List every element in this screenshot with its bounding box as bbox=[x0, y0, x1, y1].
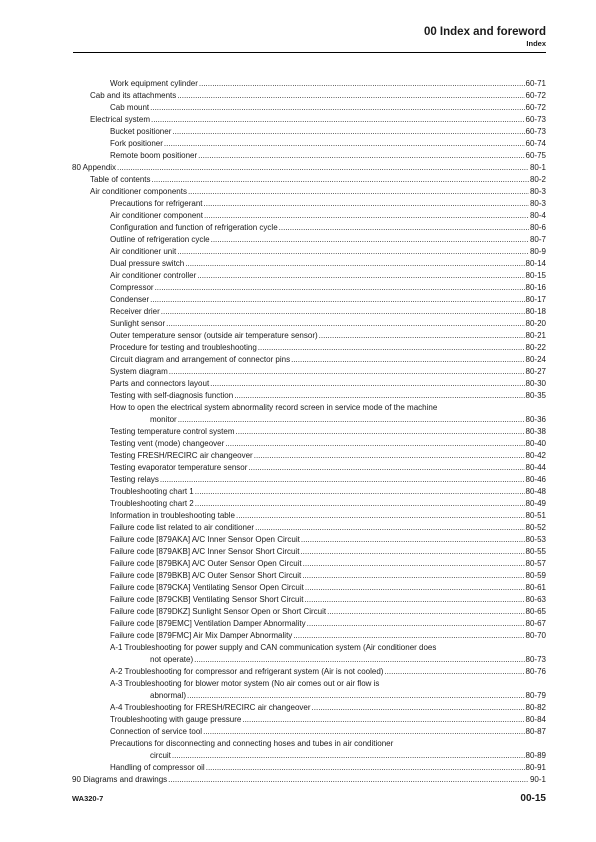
toc-entry[interactable] bbox=[72, 342, 546, 354]
toc-page-number: 80-91 bbox=[525, 763, 546, 772]
model-label: WA320-7 bbox=[72, 794, 104, 803]
toc-entry-title: Failure code [879EMC] Ventilation Damper Abnormality bbox=[110, 619, 306, 628]
toc-entry[interactable] bbox=[72, 474, 546, 486]
toc-entry[interactable] bbox=[72, 138, 546, 150]
toc-entry-title: Air conditioner components bbox=[90, 187, 187, 196]
dot-leader bbox=[150, 294, 524, 306]
toc-page-number: 80-18 bbox=[525, 307, 546, 316]
dot-leader bbox=[117, 162, 529, 174]
toc-page-number: 80-59 bbox=[525, 571, 546, 580]
toc-entry-title: Failure code [879AKB] A/C Inner Sensor Short Circuit bbox=[110, 547, 300, 556]
toc-page-number: 80-61 bbox=[525, 583, 546, 592]
dot-leader bbox=[242, 714, 524, 726]
toc-entry[interactable] bbox=[72, 162, 546, 174]
toc-page-number: 80-20 bbox=[525, 319, 546, 328]
toc-entry-title: 90 Diagrams and drawings bbox=[72, 775, 168, 784]
toc-entry-title: Dual pressure switch bbox=[110, 259, 185, 268]
dot-leader bbox=[151, 174, 529, 186]
toc-entry-title: Fork positioner bbox=[110, 139, 163, 148]
toc-entry[interactable] bbox=[72, 534, 546, 546]
toc-entry[interactable] bbox=[72, 90, 546, 102]
header-divider bbox=[73, 52, 546, 53]
toc-page-number: 80-65 bbox=[525, 607, 546, 616]
dot-leader bbox=[225, 438, 524, 450]
dot-leader bbox=[172, 126, 524, 138]
dot-leader bbox=[197, 270, 524, 282]
toc-entry-title: Receiver drier bbox=[110, 307, 160, 316]
toc-page-number: 80-76 bbox=[525, 667, 546, 676]
toc-entry-title: Failure code [879CKB] Ventilating Sensor Short Circuit bbox=[110, 595, 304, 604]
toc-page-number: 80-9 bbox=[529, 247, 546, 256]
dot-leader bbox=[172, 750, 525, 762]
toc-page-number: 80-16 bbox=[525, 283, 546, 292]
toc-page-number: 90-1 bbox=[529, 775, 546, 784]
dot-leader bbox=[312, 702, 525, 714]
toc-page-number: 60-75 bbox=[525, 151, 546, 160]
dot-leader bbox=[185, 258, 524, 270]
toc-entry-title: A-2 Troubleshooting for compressor and refrigerant system (Air is not cooled) bbox=[110, 667, 384, 676]
dot-leader bbox=[304, 594, 524, 606]
toc-entry[interactable] bbox=[72, 354, 546, 366]
toc-page-number: 80-89 bbox=[525, 751, 546, 760]
toc-entry-title: A-4 Troubleshooting for FRESH/RECIRC air changeover bbox=[110, 703, 311, 712]
toc-entry[interactable] bbox=[72, 594, 546, 606]
dot-leader bbox=[302, 570, 524, 582]
toc-entry[interactable] bbox=[72, 522, 546, 534]
toc-entry[interactable] bbox=[72, 294, 546, 306]
toc-entry-title: Circuit diagram and arrangement of connector pins bbox=[110, 355, 291, 364]
dot-leader bbox=[168, 774, 529, 786]
dot-leader bbox=[305, 582, 525, 594]
dot-leader bbox=[211, 234, 529, 246]
dot-leader bbox=[303, 558, 525, 570]
toc-entry-title: Air conditioner unit bbox=[110, 247, 177, 256]
toc-page-number: 80-3 bbox=[529, 199, 546, 208]
toc-page-number: 80-4 bbox=[529, 211, 546, 220]
toc-entry-title: System diagram bbox=[110, 367, 168, 376]
toc-page-number: 80-79 bbox=[525, 691, 546, 700]
toc-page-number: 80-6 bbox=[529, 223, 546, 232]
toc-entry-title: Failure code [879CKA] Ventilating Sensor Open Circuit bbox=[110, 583, 304, 592]
toc-entry[interactable] bbox=[72, 558, 546, 570]
toc-entry-title: Failure code [879FMC] Air Mix Damper Abnormality bbox=[110, 631, 293, 640]
toc-page-number: 80-87 bbox=[525, 727, 546, 736]
toc-entry-title: Condenser bbox=[110, 295, 150, 304]
dot-leader bbox=[258, 342, 525, 354]
toc-entry-title-continued: not operate) bbox=[150, 655, 194, 664]
toc-entry-title: Failure code list related to air conditioner bbox=[110, 523, 255, 532]
toc-entry-title: Outline of refrigeration cycle bbox=[110, 235, 210, 244]
toc-entry[interactable] bbox=[72, 390, 546, 402]
toc-entry-title: Testing evaporator temperature sensor bbox=[110, 463, 248, 472]
toc-entry[interactable] bbox=[72, 270, 546, 282]
dot-leader bbox=[291, 354, 524, 366]
toc-page-number: 80-53 bbox=[525, 535, 546, 544]
toc-page-number: 80-48 bbox=[525, 487, 546, 496]
toc-entry[interactable] bbox=[72, 546, 546, 558]
toc-entry[interactable] bbox=[72, 714, 546, 726]
toc-entry[interactable] bbox=[72, 402, 546, 426]
chapter-title: 00 Index and foreword bbox=[423, 26, 546, 38]
toc-page-number: 80-22 bbox=[525, 343, 546, 352]
toc-entry[interactable] bbox=[72, 210, 546, 222]
toc-entry-title: Connection of service tool bbox=[110, 727, 203, 736]
toc-page-number: 80-63 bbox=[525, 595, 546, 604]
toc-entry-title: Sunlight sensor bbox=[110, 319, 166, 328]
toc-page-number: 80-40 bbox=[525, 439, 546, 448]
dot-leader bbox=[169, 366, 525, 378]
toc-entry-title: Air conditioner controller bbox=[110, 271, 197, 280]
toc-entry-title: Work equipment cylinder bbox=[110, 79, 198, 88]
dot-leader bbox=[204, 198, 529, 210]
dot-leader bbox=[236, 510, 525, 522]
toc-page-number: 80-3 bbox=[529, 187, 546, 196]
toc-entry-title: Troubleshooting chart 1 bbox=[110, 487, 194, 496]
toc-entry-title: Failure code [879BKB] A/C Outer Sensor Short Circuit bbox=[110, 571, 302, 580]
dot-leader bbox=[203, 726, 524, 738]
toc-entry[interactable] bbox=[72, 510, 546, 522]
toc-entry[interactable] bbox=[72, 450, 546, 462]
dot-leader bbox=[194, 654, 524, 666]
dot-leader bbox=[319, 330, 525, 342]
dot-leader bbox=[195, 498, 525, 510]
toc-page-number: 80-38 bbox=[525, 427, 546, 436]
toc-entry[interactable] bbox=[72, 222, 546, 234]
dot-leader bbox=[206, 762, 525, 774]
toc-entry-title-continued: monitor bbox=[150, 415, 177, 424]
toc-entry[interactable] bbox=[72, 486, 546, 498]
toc-entry[interactable] bbox=[72, 330, 546, 342]
toc-page-number: 80-55 bbox=[525, 547, 546, 556]
toc-entry[interactable] bbox=[72, 174, 546, 186]
toc-entry[interactable] bbox=[72, 318, 546, 330]
toc-page-number: 80-2 bbox=[529, 175, 546, 184]
toc-entry-title: Information in troubleshooting table bbox=[110, 511, 235, 520]
toc-entry[interactable] bbox=[72, 426, 546, 438]
toc-entry[interactable] bbox=[72, 258, 546, 270]
toc-entry-title: Precautions for disconnecting and connecting hoses and tubes in air conditioner bbox=[110, 739, 394, 748]
toc-entry-title: Testing relays bbox=[110, 475, 159, 484]
toc-entry-title: Air conditioner component bbox=[110, 211, 203, 220]
toc-entry-title-continued: abnormal) bbox=[150, 691, 187, 700]
toc-entry-title: Electrical system bbox=[90, 115, 151, 124]
toc-entry[interactable] bbox=[72, 378, 546, 390]
toc-page-number: 60-73 bbox=[525, 115, 546, 124]
toc-entry-title: Parts and connectors layout bbox=[110, 379, 210, 388]
toc-entry-title: Procedure for testing and troubleshooting bbox=[110, 343, 257, 352]
toc-entry[interactable] bbox=[72, 726, 546, 738]
toc-entry-title: Cab mount bbox=[110, 103, 150, 112]
toc-page-number: 80-1 bbox=[529, 163, 546, 172]
dot-leader bbox=[301, 534, 525, 546]
toc-page-number: 80-7 bbox=[529, 235, 546, 244]
toc-entry[interactable] bbox=[72, 150, 546, 162]
toc-entry-title: Testing with self-diagnosis function bbox=[110, 391, 234, 400]
toc-page-number: 80-51 bbox=[525, 511, 546, 520]
dot-leader bbox=[160, 474, 525, 486]
toc-entry-title: Compressor bbox=[110, 283, 154, 292]
toc-page-number: 80-49 bbox=[525, 499, 546, 508]
toc-page-number: 80-30 bbox=[525, 379, 546, 388]
table-of-contents bbox=[72, 78, 546, 786]
dot-leader bbox=[279, 222, 529, 234]
toc-entry[interactable] bbox=[72, 666, 546, 678]
toc-entry[interactable] bbox=[72, 630, 546, 642]
dot-leader bbox=[166, 318, 524, 330]
dot-leader bbox=[151, 114, 525, 126]
toc-entry-title: Cab and its attachments bbox=[90, 91, 177, 100]
toc-entry-title: Configuration and function of refrigeration cycle bbox=[110, 223, 278, 232]
toc-page-number: 60-71 bbox=[525, 79, 546, 88]
toc-entry-title: Outer temperature sensor (outside air temperature sensor) bbox=[110, 331, 318, 340]
toc-entry[interactable] bbox=[72, 438, 546, 450]
toc-page-number: 80-73 bbox=[525, 655, 546, 664]
toc-page-number: 80-42 bbox=[525, 451, 546, 460]
toc-entry[interactable] bbox=[72, 618, 546, 630]
toc-entry[interactable] bbox=[72, 186, 546, 198]
toc-entry[interactable] bbox=[72, 198, 546, 210]
toc-page-number: 80-17 bbox=[525, 295, 546, 304]
dot-leader bbox=[234, 390, 524, 402]
toc-entry[interactable] bbox=[72, 102, 546, 114]
dot-leader bbox=[210, 378, 524, 390]
page-number: 00-15 bbox=[520, 793, 546, 804]
dot-leader bbox=[384, 666, 524, 678]
toc-entry-title: Bucket positioner bbox=[110, 127, 172, 136]
toc-page-number: 80-15 bbox=[525, 271, 546, 280]
toc-page-number: 80-24 bbox=[525, 355, 546, 364]
toc-entry[interactable] bbox=[72, 606, 546, 618]
dot-leader bbox=[293, 630, 524, 642]
toc-entry[interactable] bbox=[72, 306, 546, 318]
toc-page-number: 80-82 bbox=[525, 703, 546, 712]
dot-leader bbox=[195, 486, 525, 498]
toc-entry-title: Testing temperature control system bbox=[110, 427, 235, 436]
dot-leader bbox=[300, 546, 524, 558]
toc-entry-title: Testing vent (mode) changeover bbox=[110, 439, 225, 448]
dot-leader bbox=[150, 102, 524, 114]
dot-leader bbox=[198, 150, 524, 162]
dot-leader bbox=[178, 414, 525, 426]
toc-page-number: 80-67 bbox=[525, 619, 546, 628]
dot-leader bbox=[204, 210, 529, 222]
toc-page-number: 80-21 bbox=[525, 331, 546, 340]
toc-entry[interactable] bbox=[72, 462, 546, 474]
toc-entry-title: Precautions for refrigerant bbox=[110, 199, 203, 208]
toc-page-number: 80-84 bbox=[525, 715, 546, 724]
toc-page-number: 60-72 bbox=[525, 91, 546, 100]
dot-leader bbox=[164, 138, 525, 150]
dot-leader bbox=[187, 690, 525, 702]
toc-page-number: 80-14 bbox=[525, 259, 546, 268]
toc-entry-title: Troubleshooting chart 2 bbox=[110, 499, 194, 508]
toc-entry[interactable] bbox=[72, 366, 546, 378]
toc-entry-title: 80 Appendix bbox=[72, 163, 117, 172]
toc-entry-title: Failure code [879BKA] A/C Outer Sensor Open Circuit bbox=[110, 559, 302, 568]
dot-leader bbox=[161, 306, 525, 318]
toc-entry[interactable] bbox=[72, 78, 546, 90]
toc-entry[interactable] bbox=[72, 582, 546, 594]
toc-entry[interactable] bbox=[72, 738, 546, 762]
toc-page-number: 80-36 bbox=[525, 415, 546, 424]
section-subtitle: Index bbox=[526, 39, 546, 48]
dot-leader bbox=[255, 522, 524, 534]
toc-page-number: 60-73 bbox=[525, 127, 546, 136]
dot-leader bbox=[199, 78, 525, 90]
toc-entry[interactable] bbox=[72, 114, 546, 126]
dot-leader bbox=[254, 450, 525, 462]
toc-entry[interactable] bbox=[72, 642, 546, 666]
toc-page-number: 80-52 bbox=[525, 523, 546, 532]
toc-entry[interactable] bbox=[72, 570, 546, 582]
toc-entry[interactable] bbox=[72, 234, 546, 246]
toc-entry-title: A-1 Troubleshooting for power supply and CAN communication system (Air conditioner does bbox=[110, 643, 437, 652]
toc-entry[interactable] bbox=[72, 246, 546, 258]
toc-entry-title: Handling of compressor oil bbox=[110, 763, 205, 772]
toc-entry-title: Testing FRESH/RECIRC air changeover bbox=[110, 451, 253, 460]
toc-page-number: 80-35 bbox=[525, 391, 546, 400]
toc-page-number: 80-46 bbox=[525, 475, 546, 484]
dot-leader bbox=[307, 618, 525, 630]
toc-entry[interactable] bbox=[72, 762, 546, 774]
dot-leader bbox=[155, 282, 525, 294]
toc-page-number: 80-44 bbox=[525, 463, 546, 472]
toc-entry-title-continued: circuit bbox=[150, 751, 171, 760]
toc-entry-title: Table of contents bbox=[90, 175, 151, 184]
dot-leader bbox=[177, 90, 524, 102]
toc-page-number: 80-27 bbox=[525, 367, 546, 376]
toc-entry[interactable] bbox=[72, 678, 546, 702]
toc-entry[interactable] bbox=[72, 702, 546, 714]
dot-leader bbox=[248, 462, 524, 474]
toc-page-number: 80-57 bbox=[525, 559, 546, 568]
page-header bbox=[424, 25, 546, 49]
dot-leader bbox=[188, 186, 529, 198]
dot-leader bbox=[236, 426, 525, 438]
toc-entry-title: Failure code [879DKZ] Sunlight Sensor Open or Short Circuit bbox=[110, 607, 327, 616]
toc-entry-title: Remote boom positioner bbox=[110, 151, 198, 160]
toc-entry-title: Failure code [879AKA] A/C Inner Sensor Open Circuit bbox=[110, 535, 300, 544]
dot-leader bbox=[177, 246, 529, 258]
toc-page-number: 60-74 bbox=[525, 139, 546, 148]
toc-entry[interactable] bbox=[72, 498, 546, 510]
toc-page-number: 80-70 bbox=[525, 631, 546, 640]
toc-entry[interactable] bbox=[72, 282, 546, 294]
toc-page-number: 60-72 bbox=[525, 103, 546, 112]
toc-entry[interactable] bbox=[72, 126, 546, 138]
toc-entry-title: A-3 Troubleshooting for blower motor system (No air comes out or air flow is bbox=[110, 679, 380, 688]
toc-entry-title: Troubleshooting with gauge pressure bbox=[110, 715, 242, 724]
dot-leader bbox=[327, 606, 524, 618]
toc-entry[interactable] bbox=[72, 774, 546, 786]
toc-entry-title: How to open the electrical system abnormality record screen in service mode of the machine bbox=[110, 403, 438, 412]
